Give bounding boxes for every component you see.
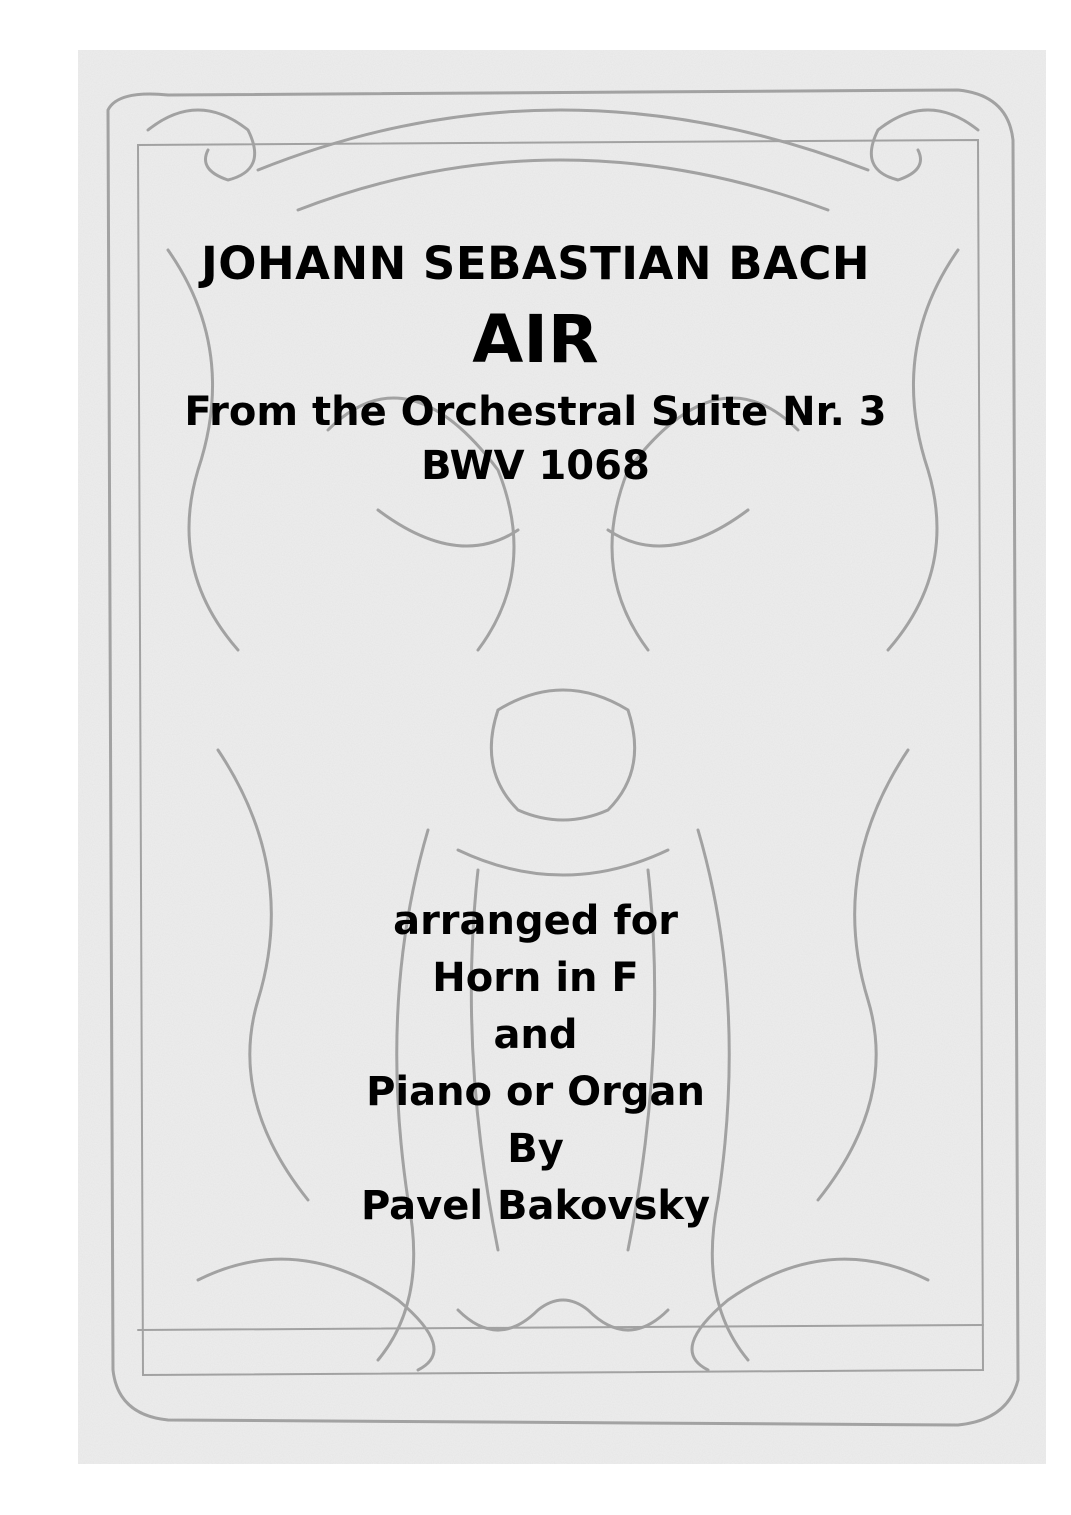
arrangement-line-accompaniment: Piano or Organ: [366, 1069, 705, 1115]
arrangement-line-instrument: Horn in F: [432, 955, 639, 1001]
work-title: AIR: [472, 301, 599, 378]
work-subtitle: From the Orchestral Suite Nr. 3: [184, 389, 887, 435]
arrangement-credits: [0, 893, 1071, 1235]
arranger-name: Pavel Bakovsky: [360, 1183, 711, 1229]
catalog-number: BWV 1068: [421, 443, 650, 489]
composer-name: JOHANN SEBASTIAN BACH: [200, 237, 871, 290]
arrangement-line-by: By: [507, 1126, 564, 1172]
arrangement-line-arranged-for: arranged for: [393, 898, 678, 944]
arrangement-line-and: and: [493, 1012, 578, 1058]
